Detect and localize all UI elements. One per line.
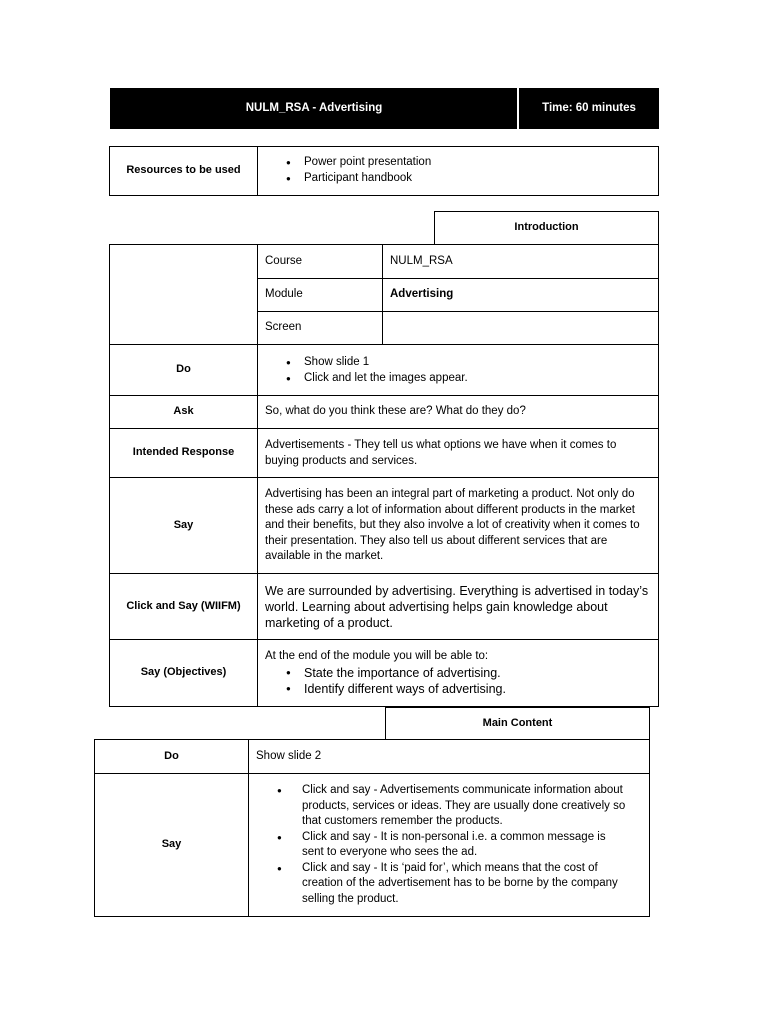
main-content-heading: Main Content — [482, 716, 553, 729]
resources-label: Resources to be used — [126, 164, 241, 177]
main-say-list — [249, 783, 639, 907]
introduction-heading: Introduction — [514, 221, 579, 234]
course-value: NULM_RSA — [390, 254, 453, 267]
course-label: Course — [265, 254, 303, 267]
objective-item: ● State the importance of advertising. — [258, 665, 651, 681]
screen-value — [383, 312, 658, 344]
main-say-item: ● Click and say - Advertisements communicate information about products, services or ideas. They are usually done creatively so that customers remember the products. — [249, 783, 629, 830]
objectives-intro: At the end of the module you will be able to: — [265, 650, 489, 662]
wiifm-text: We are surrounded by advertising. Everything is advertised in today’s world. Learning about advertising helps gain knowledge about marketing of a product. — [265, 584, 649, 630]
document-title: NULM_RSA - Advertising — [245, 101, 383, 114]
main-do-label: Do — [164, 749, 179, 762]
do-label: Do — [176, 363, 191, 376]
objectives-label: Say (Objectives) — [140, 666, 227, 679]
wiifm-label: Click and Say (WIIFM) — [126, 599, 241, 612]
resources-list — [258, 155, 658, 186]
main-say-item: ● Click and say - It is non-personal i.e. a common message is sent to everyone who sees the ad. — [249, 830, 629, 861]
say-text: Advertising has been an integral part of marketing a product. Not only do these ads carry a lot of information about different products in the market and their benefits, but they also involve a lot of creativity when it comes to their presentation. They also tell us about different services that are available in the market. — [265, 488, 640, 562]
ask-label: Ask — [173, 405, 194, 418]
do-item: ● Click and let the images appear. — [258, 371, 658, 387]
do-list — [258, 355, 658, 386]
module-label: Module — [265, 288, 303, 301]
resources-item: ● Power point presentation — [258, 155, 658, 171]
main-say-label: Say — [161, 838, 182, 851]
do-item: ● Show slide 1 — [258, 355, 658, 371]
ask-text: So, what do you think these are? What do they do? — [265, 405, 526, 418]
main-do-text: Show slide 2 — [256, 749, 322, 762]
resources-item: ● Participant handbook — [258, 171, 658, 187]
objectives-content — [258, 642, 658, 706]
intended-response-text: Advertisements - They tell us what options we have when it comes to buying products and services. — [265, 439, 617, 467]
module-value: Advertising — [390, 288, 454, 301]
say-label: Say — [173, 518, 194, 531]
screen-label: Screen — [265, 321, 302, 334]
main-say-item: ● Click and say - It is ‘paid for’, which means that the cost of creation of the advertisement has to be borne by the company selling the product. — [249, 861, 629, 908]
objective-item: ● Identify different ways of advertising. — [258, 681, 651, 697]
session-duration: Time: 60 minutes — [542, 101, 636, 114]
intended-response-label: Intended Response — [132, 446, 235, 459]
